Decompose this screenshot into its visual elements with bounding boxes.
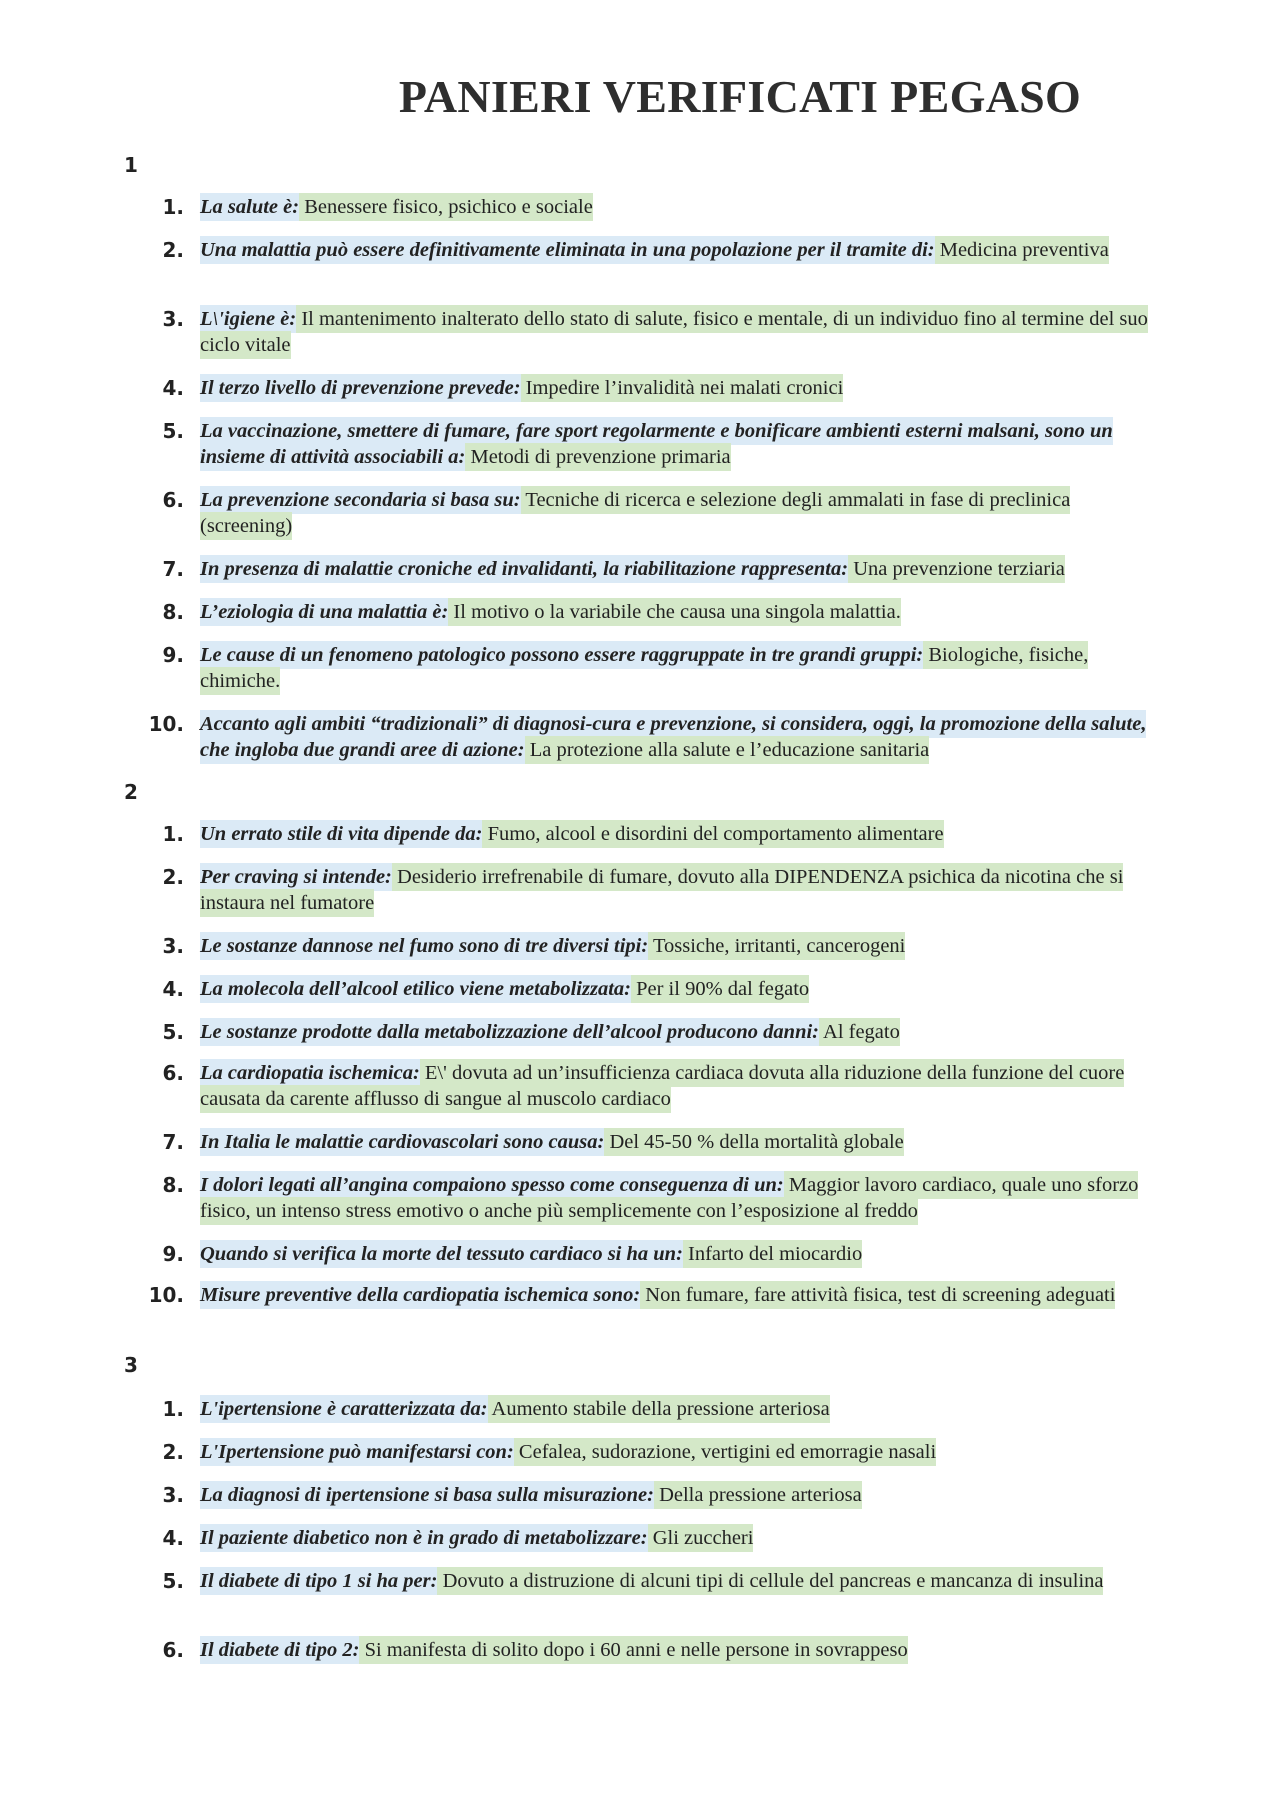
answer-text: E\' dovuta ad un’insufficienza cardiaca dovuta alla riduzione della funzione del cuore causata da carente afflusso di sangue al muscolo cardiaco — [200, 1059, 1124, 1113]
answer-text: Aumento stabile della pressione arteriosa — [488, 1395, 830, 1423]
question-text: La diagnosi di ipertensione si basa sulla misurazione: — [200, 1481, 654, 1509]
answer-text: Metodi di prevenzione primaria — [465, 443, 730, 471]
answer-text: Tecniche di ricerca e selezione degli ammalati in fase di preclinica (screening) — [200, 486, 1070, 540]
item-number: 2. — [162, 865, 184, 889]
item-number: 2. — [162, 1440, 184, 1464]
answer-text: Benessere fisico, psichico e sociale — [299, 193, 593, 221]
page-title: PANIERI VERIFICATI PEGASO — [398, 71, 1082, 122]
item-number: 6. — [162, 1638, 184, 1662]
question-text: La cardiopatia ischemica: — [200, 1059, 420, 1087]
answer-text: Biologiche, fisiche, chimiche. — [200, 641, 1088, 695]
answer-text: Gli zuccheri — [648, 1524, 754, 1552]
answer-text: Al fegato — [819, 1018, 900, 1046]
item-number: 3. — [162, 307, 184, 331]
item-number: 4. — [162, 1526, 184, 1550]
question-text: Le sostanze dannose nel fumo sono di tre diversi tipi: — [200, 932, 648, 960]
answer-text: Medicina preventiva — [935, 236, 1109, 264]
question-text: L'ipertensione è caratterizzata da: — [200, 1395, 488, 1423]
question-text: Un errato stile di vita dipende da: — [200, 820, 482, 848]
answer-text: Il motivo o la variabile che causa una singola malattia. — [448, 598, 901, 626]
section-number: 2 — [124, 780, 138, 804]
answer-text: Desiderio irrefrenabile di fumare, dovuto alla DIPENDENZA psichica da nicotina che si instaura nel fumatore — [200, 863, 1123, 917]
question-text: Le sostanze prodotte dalla metabolizzazione dell’alcool producono danni: — [200, 1018, 819, 1046]
answer-text: Tossiche, irritanti, cancerogeni — [648, 932, 905, 960]
question-text: Il diabete di tipo 2: — [200, 1636, 359, 1664]
section-number: 1 — [124, 153, 138, 177]
answer-text: Maggior lavoro cardiaco, quale uno sforzo fisico, un intenso stress emotivo o anche più semplicemente con l’esposizione al freddo — [200, 1171, 1138, 1225]
item-number: 5. — [162, 1569, 184, 1593]
item-number: 9. — [162, 1242, 184, 1266]
answer-text: Impedire l’invalidità nei malati cronici — [521, 374, 844, 402]
question-text: L’eziologia di una malattia è: — [200, 598, 448, 626]
question-text: In Italia le malattie cardiovascolari sono causa: — [200, 1128, 604, 1156]
answer-text: Del 45-50 % della mortalità globale — [604, 1128, 903, 1156]
item-number: 10. — [148, 1283, 184, 1307]
answer-text: Dovuto a distruzione di alcuni tipi di cellule del pancreas e mancanza di insulina — [437, 1567, 1103, 1595]
answer-text: Una prevenzione terziaria — [848, 555, 1065, 583]
item-number: 9. — [162, 643, 184, 667]
question-text: Quando si verifica la morte del tessuto cardiaco si ha un: — [200, 1240, 683, 1268]
question-text: L'Ipertensione può manifestarsi con: — [200, 1438, 514, 1466]
question-text: Per craving si intende: — [200, 863, 392, 891]
answer-text: Della pressione arteriosa — [654, 1481, 862, 1509]
answer-text: Infarto del miocardio — [683, 1240, 862, 1268]
item-number: 4. — [162, 376, 184, 400]
answer-text: Il mantenimento inalterato dello stato di salute, fisico e mentale, di un individuo fino al termine del suo ciclo vitale — [200, 305, 1148, 359]
item-number: 8. — [162, 600, 184, 624]
item-number: 10. — [148, 712, 184, 736]
question-text: L\'igiene è: — [200, 305, 296, 333]
question-text: Il diabete di tipo 1 si ha per: — [200, 1567, 437, 1595]
answer-text: Si manifesta di solito dopo i 60 anni e nelle persone in sovrappeso — [359, 1636, 907, 1664]
question-text: Una malattia può essere definitivamente eliminata in una popolazione per il tramite di: — [200, 236, 935, 264]
answer-text: Per il 90% dal fegato — [631, 975, 809, 1003]
answer-text: Non fumare, fare attività fisica, test di screening adeguati — [640, 1281, 1115, 1309]
item-number: 7. — [162, 1130, 184, 1154]
question-text: Accanto agli ambiti “tradizionali” di diagnosi-cura e prevenzione, si considera, oggi, la promozione della salute, che ingloba due grandi aree di azione: — [200, 710, 1146, 764]
answer-text: Fumo, alcool e disordini del comportamento alimentare — [482, 820, 943, 848]
question-text: La molecola dell’alcool etilico viene metabolizzata: — [200, 975, 631, 1003]
question-text: I dolori legati all’angina compaiono spesso come conseguenza di un: — [200, 1171, 784, 1199]
item-number: 2. — [162, 238, 184, 262]
question-text: Il paziente diabetico non è in grado di metabolizzare: — [200, 1524, 648, 1552]
item-number: 6. — [162, 488, 184, 512]
item-number: 5. — [162, 1020, 184, 1044]
question-text: Misure preventive della cardiopatia ischemica sono: — [200, 1281, 640, 1309]
item-number: 5. — [162, 419, 184, 443]
question-text: La vaccinazione, smettere di fumare, fare sport regolarmente e bonificare ambienti esterni malsani, sono un insieme di attività associabili a: — [200, 417, 1113, 471]
question-text: Il terzo livello di prevenzione prevede: — [200, 374, 521, 402]
answer-text: Cefalea, sudorazione, vertigini ed emorragie nasali — [514, 1438, 936, 1466]
item-number: 7. — [162, 557, 184, 581]
item-number: 1. — [162, 195, 184, 219]
item-number: 4. — [162, 977, 184, 1001]
item-number: 8. — [162, 1173, 184, 1197]
item-number: 6. — [162, 1061, 184, 1085]
item-number: 1. — [162, 822, 184, 846]
question-text: In presenza di malattie croniche ed invalidanti, la riabilitazione rappresenta: — [200, 555, 848, 583]
answer-text: La protezione alla salute e l’educazione sanitaria — [525, 736, 930, 764]
question-text: Le cause di un fenomeno patologico possono essere raggruppate in tre grandi gruppi: — [200, 641, 923, 669]
item-number: 3. — [162, 934, 184, 958]
question-text: La prevenzione secondaria si basa su: — [200, 486, 521, 514]
item-number: 1. — [162, 1397, 184, 1421]
section-number: 3 — [124, 1353, 138, 1377]
item-number: 3. — [162, 1483, 184, 1507]
question-text: La salute è: — [200, 193, 299, 221]
